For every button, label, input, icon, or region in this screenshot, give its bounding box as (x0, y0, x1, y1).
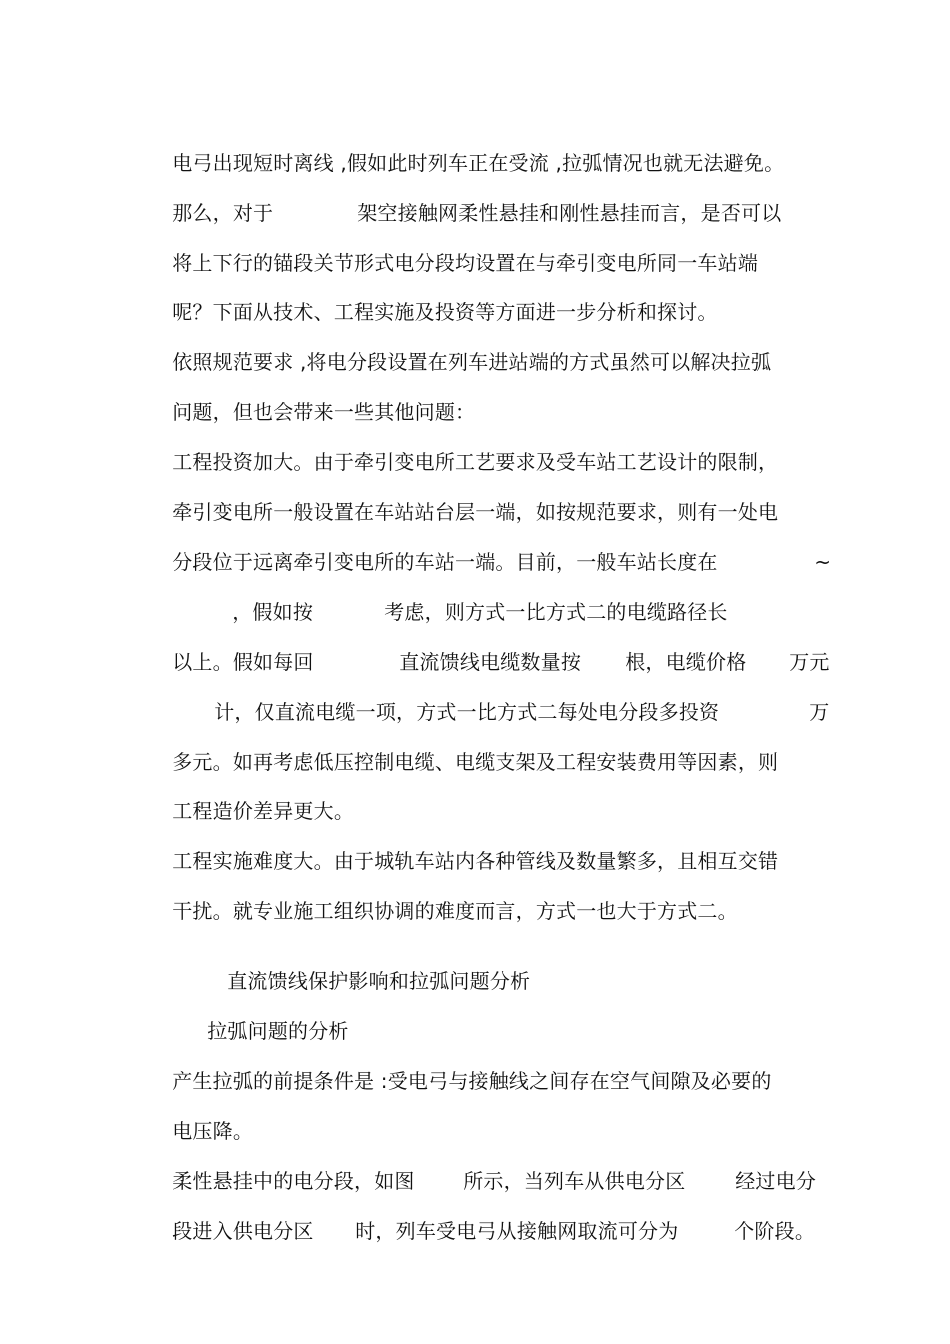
heading-text: 直流馈线保护影响和拉弧问题分析 (227, 969, 531, 993)
text-line-20 (146, 1192, 314, 1270)
text-line-9b (788, 523, 831, 601)
text-segment: 干扰。就专业施工组织协调的难度而言，方式一也大于方式二。 (172, 899, 738, 923)
text-segment: 产生拉弧的前提条件是 :受电弓与接触线之间存在空气间隙及必要的 (172, 1069, 772, 1093)
text-segment: 所示，当列车从供电分区 (463, 1169, 686, 1193)
text-segment: 工程实施难度大。由于城轨车站内各种管线及数量繁多，且相互交错 (172, 849, 779, 873)
text-segment: 问题，但也会带来一些其他问题： (172, 400, 476, 424)
text-segment: 架空接触网柔性悬挂和刚性悬挂而言，是否可以 (357, 201, 782, 225)
text-segment: 将上下行的锚段关节形式电分段均设置在与牵引变电所同一车站端 (172, 251, 759, 275)
text-segment: 柔性悬挂中的电分段，如图 (172, 1169, 415, 1193)
text-line-20c (708, 1192, 815, 1270)
text-segment: 电弓出现短时离线 ,假如此时列车正在受流 ,拉弧情况也就无法避免。 (172, 151, 785, 175)
text-segment: 考虑，则方式一比方式二的电缆路径长 (384, 600, 728, 624)
text-segment: 个阶段。 (734, 1219, 816, 1243)
text-segment: 电压降。 (172, 1119, 254, 1143)
text-segment: 牵引变电所一般设置在车站站台层一端，如按规范要求，则有一处电 (172, 500, 779, 524)
text-segment: 万元 (789, 650, 830, 674)
text-segment: 依照规范要求 ,将电分段设置在列车进站端的方式虽然可以解决拉弧 (172, 350, 772, 374)
text-segment: 以上。假如每回 (172, 650, 314, 674)
text-segment: 多元。如再考虑低压控制电缆、电缆支架及工程安装费用等因素，则 (172, 750, 779, 774)
text-segment: 那么，对于 (172, 201, 274, 225)
text-segment: 呢？下面从技术、工程实施及投资等方面进一步分析和探讨。 (172, 300, 718, 324)
text-segment: 经过电分 (735, 1169, 817, 1193)
text-segment: 时，列车受电弓从接触网取流可分为 (355, 1219, 679, 1243)
text-segment: 工程投资加大。由于牵引变电所工艺要求及受车站工艺设计的限制， (172, 450, 779, 474)
text-segment: 分段位于远离牵引变电所的车站一端。目前，一般车站长度在 (172, 550, 718, 574)
text-line-16 (146, 872, 738, 950)
text-segment: 计，仅直流电缆一项，方式一比方式二每处电分段多投资 (214, 700, 720, 724)
text-segment: ~ (814, 550, 832, 574)
text-segment: 工程造价差异更大。 (172, 799, 355, 823)
text-segment: 直流馈线电缆数量按 (399, 650, 582, 674)
text-segment: 根，电缆价格 (625, 650, 747, 674)
text-line-20b (329, 1192, 678, 1270)
text-segment: 万 (809, 700, 830, 724)
text-line-12b (783, 673, 829, 751)
text-segment: 段进入供电分区 (172, 1219, 314, 1243)
text-segment: ，假如按 (232, 600, 314, 624)
heading-text: 拉弧问题的分析 (207, 1019, 349, 1043)
